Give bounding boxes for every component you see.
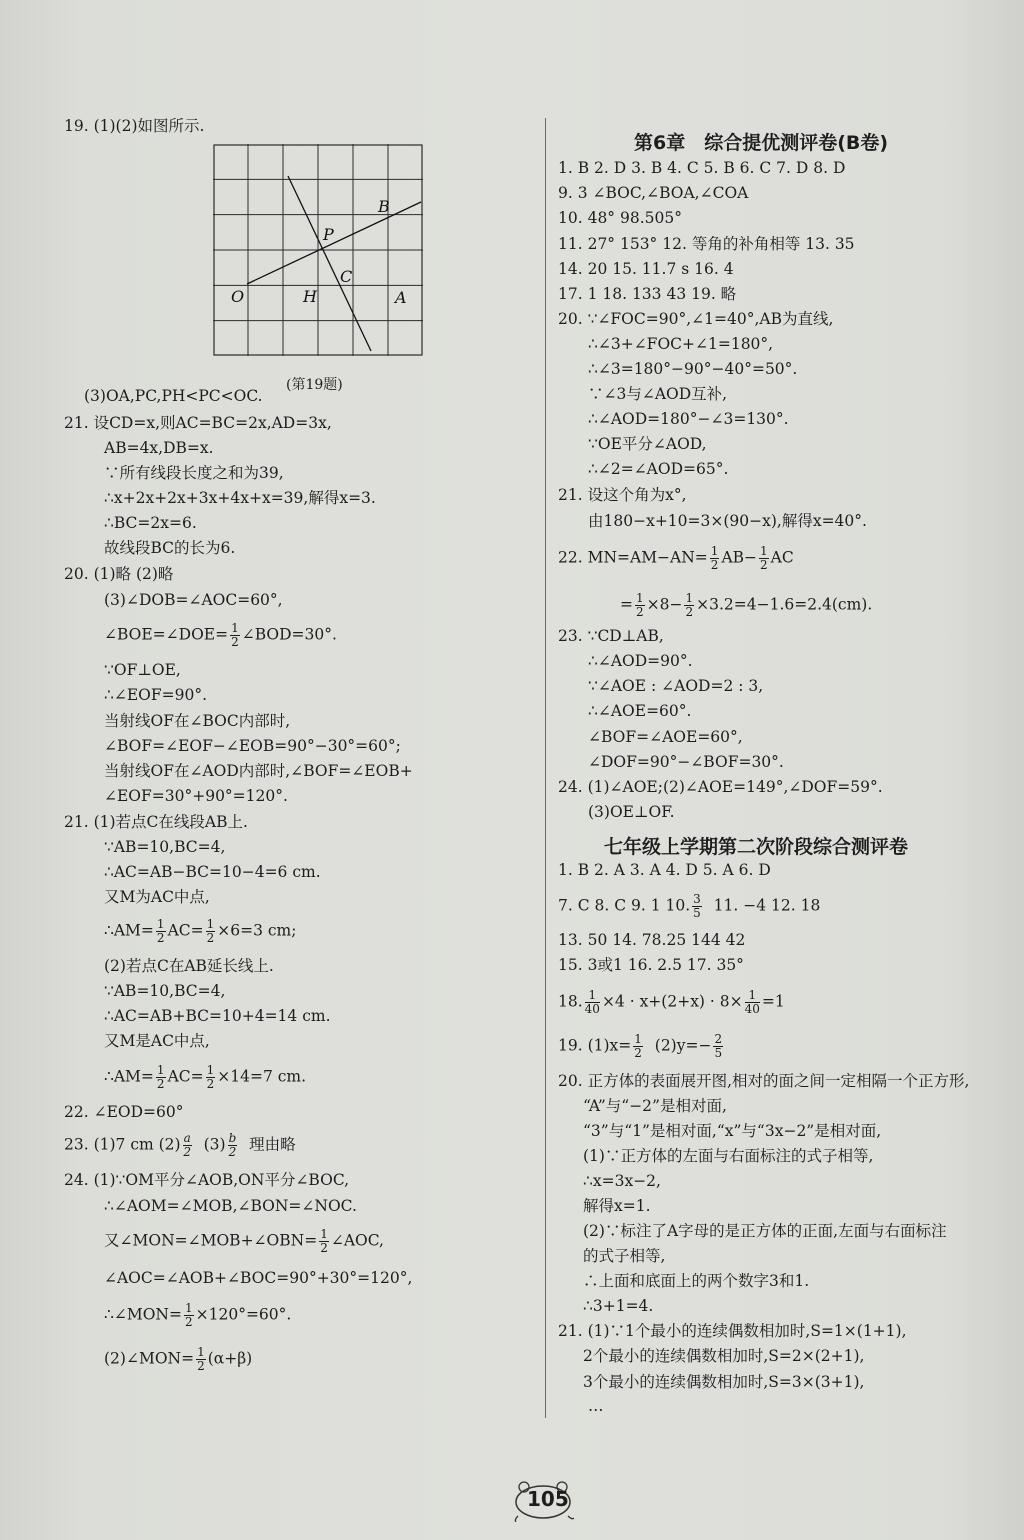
q19-grid-figure xyxy=(213,144,423,356)
s-line18: 2个最小的连续偶数相加时,S=2×(2+1), xyxy=(583,1347,865,1365)
q21b-line7: ∵AB=10,BC=4, xyxy=(104,982,226,1000)
q20-line3: ∠BOE=∠DOE= $\frac{1}{2}$ ∠BOD=30°. xyxy=(104,621,337,649)
s-line20: … xyxy=(588,1397,604,1415)
label-P: P xyxy=(323,225,334,244)
section-heading-ch6: 第6章 综合提优测评卷(B卷) xyxy=(634,132,889,154)
s-line1: 1. B 2. A 3. A 4. D 5. A 6. D xyxy=(558,861,771,879)
q24-line3: 又∠MON=∠MOB+∠OBN= $\frac{1}{2}$ ∠AOC, xyxy=(104,1227,384,1255)
r-line2: 9. 3 ∠BOC,∠BOA,∠COA xyxy=(558,184,749,202)
r-line4: 11. 27° 153° 12. 等角的补角相等 13. 35 xyxy=(558,235,855,253)
s-line4: 15. 3或1 16. 2.5 17. 35° xyxy=(558,956,744,974)
s-line19: 3个最小的连续偶数相加时,S=3×(3+1), xyxy=(583,1373,865,1391)
s-line5: 18. $\frac{1}{40}$ ×4 · x+(2+x) · 8× $\frac{1}{40}$ =1 xyxy=(558,988,785,1016)
q21-line5: ∴BC=2x=6. xyxy=(104,514,197,532)
section-heading-stage2: 七年级上学期第二次阶段综合测评卷 xyxy=(604,836,909,858)
fraction: $\frac{1}{2}$ xyxy=(231,621,239,649)
s-line14: 的式子相等, xyxy=(583,1247,666,1265)
s-line15: ∴上面和底面上的两个数字3和1. xyxy=(583,1272,810,1290)
r-line9: ∴∠3=180°−90°−40°=50°. xyxy=(588,360,798,378)
s-line17: 21. (1)∵1个最小的连续偶数相加时,S=1×(1+1), xyxy=(558,1322,907,1340)
r-line25: (3)OE⊥OF. xyxy=(588,803,675,821)
s-line11: ∴x=3x−2, xyxy=(583,1172,661,1190)
s-line16: ∴3+1=4. xyxy=(583,1297,654,1315)
r-line14: 21. 设这个角为x°, xyxy=(558,486,687,504)
q20-line8: 当射线OF在∠AOD内部时,∠BOF=∠EOB+ xyxy=(104,762,413,780)
page-number: 105 xyxy=(527,1487,569,1511)
r-line22: ∠BOF=∠AOE=60°, xyxy=(588,728,743,746)
q21b-line8: ∴AC=AB+BC=10+4=14 cm. xyxy=(104,1007,331,1025)
r-line6: 17. 1 18. 133 43 19. 略 xyxy=(558,285,737,303)
r-line23: ∠DOF=90°−∠BOF=30°. xyxy=(588,753,784,771)
q21b-line3: ∴AC=AB−BC=10−4=6 cm. xyxy=(104,863,321,881)
column-divider xyxy=(545,118,546,1418)
label-O: O xyxy=(231,287,245,306)
s-line10: (1)∵正方体的左面与右面标注的式子相等, xyxy=(583,1147,874,1165)
s-line3: 13. 50 14. 78.25 144 42 xyxy=(558,931,746,949)
q21b-line9: 又M是AC中点, xyxy=(104,1032,210,1050)
r-line3: 10. 48° 98.505° xyxy=(558,209,682,227)
q24-line1: 24. (1)∵OM平分∠AOB,ON平分∠BOC, xyxy=(64,1171,350,1189)
q21b-line2: ∵AB=10,BC=4, xyxy=(104,838,226,856)
label-A: A xyxy=(395,288,407,307)
r-line17: = $\frac{1}{2}$ ×8− $\frac{1}{2}$ ×3.2=4−1.6=2.4(cm). xyxy=(620,591,873,619)
q24-line5: ∴∠MON= $\frac{1}{2}$ ×120°=60°. xyxy=(104,1301,292,1329)
r-line11: ∴∠AOD=180°−∠3=130°. xyxy=(588,410,789,428)
s-line2: 7. C 8. C 9. 1 10. $\frac{3}{5}$ 11. −4 12. 18 xyxy=(558,892,821,920)
q22-line: 22. ∠EOD=60° xyxy=(64,1103,184,1121)
q19-line: 19. (1)(2)如图所示. xyxy=(64,117,205,135)
q21b-line5: ∴AM= $\frac{1}{2}$ AC= $\frac{1}{2}$ ×6=3 cm; xyxy=(104,917,297,945)
r-line18: 23. ∵CD⊥AB, xyxy=(558,627,664,645)
label-B: B xyxy=(378,197,390,216)
q19-part3: (3)OA,PC,PH<PC<OC. xyxy=(84,387,263,405)
q21b-line10: ∴AM= $\frac{1}{2}$ AC= $\frac{1}{2}$ ×14=7 cm. xyxy=(104,1063,307,1091)
r-line20: ∵∠AOE : ∠AOD=2 : 3, xyxy=(588,677,764,695)
r-line12: ∵OE平分∠AOD, xyxy=(588,435,707,453)
q20-line9: ∠EOF=30°+90°=120°. xyxy=(104,787,288,805)
r-line8: ∴∠3+∠FOC+∠1=180°, xyxy=(588,335,774,353)
s-line13: (2)∵标注了A字母的是正方体的正面,左面与右面标注 xyxy=(583,1222,947,1240)
r-line13: ∴∠2=∠AOD=65°. xyxy=(588,460,729,478)
r-line10: ∵∠3与∠AOD互补, xyxy=(588,385,728,403)
q21b-line6: (2)若点C在AB延长线上. xyxy=(104,957,274,975)
label-H: H xyxy=(303,287,317,306)
r-line24: 24. (1)∠AOE;(2)∠AOE=149°,∠DOF=59°. xyxy=(558,778,883,796)
q21-line3: ∵所有线段长度之和为39, xyxy=(104,464,284,482)
s-line7: 20. 正方体的表面展开图,相对的面之间一定相隔一个正方形, xyxy=(558,1072,970,1090)
r-line15: 由180−x+10=3×(90−x),解得x=40°. xyxy=(588,512,867,530)
q21-line4: ∴x+2x+2x+3x+4x+x=39,解得x=3. xyxy=(104,489,376,507)
q20-line7: ∠BOF=∠EOF−∠EOB=90°−30°=60°; xyxy=(104,737,401,755)
r-line19: ∴∠AOD=90°. xyxy=(588,652,693,670)
q21-line2: AB=4x,DB=x. xyxy=(104,439,214,457)
q24-line2: ∴∠AOM=∠MOB,∠BON=∠NOC. xyxy=(104,1197,357,1215)
q21-line6: 故线段BC的长为6. xyxy=(104,539,236,557)
grid-diagram xyxy=(213,144,423,356)
figure-caption: (第19题) xyxy=(286,377,343,393)
q24-line4: ∠AOC=∠AOB+∠BOC=90°+30°=120°, xyxy=(104,1269,413,1287)
q23-line: 23. (1)7 cm (2) $\frac{a}{2}$ (3) $\frac{b}{2}$ 理由略 xyxy=(64,1131,296,1159)
q21b-line4: 又M为AC中点, xyxy=(104,888,210,906)
r-line1: 1. B 2. D 3. B 4. C 5. B 6. C 7. D 8. D xyxy=(558,159,846,177)
q21b-line1: 21. (1)若点C在线段AB上. xyxy=(64,813,248,831)
q20-line2: (3)∠DOB=∠AOC=60°, xyxy=(104,591,283,609)
q21-line1: 21. 设CD=x,则AC=BC=2x,AD=3x, xyxy=(64,414,332,432)
label-C: C xyxy=(340,267,353,286)
r-line5: 14. 20 15. 11.7 s 16. 4 xyxy=(558,260,734,278)
r-line21: ∴∠AOE=60°. xyxy=(588,702,692,720)
s-line6: 19. (1)x= $\frac{1}{2}$ (2)y=− $\frac{2}{5}$ xyxy=(558,1032,723,1060)
s-line12: 解得x=1. xyxy=(583,1197,651,1215)
q20-line1: 20. (1)略 (2)略 xyxy=(64,565,174,583)
q20-line5: ∴∠EOF=90°. xyxy=(104,686,208,704)
r-line16: 22. MN=AM−AN= $\frac{1}{2}$ AB− $\frac{1}{2}$ AC xyxy=(558,544,794,572)
s-line8: “A”与“−2”是相对面, xyxy=(583,1097,727,1115)
q24-line6: (2)∠MON= $\frac{1}{2}$ (α+β) xyxy=(104,1345,253,1373)
q20-line4: ∵OF⊥OE, xyxy=(104,661,181,679)
q20-line6: 当射线OF在∠BOC内部时, xyxy=(104,712,291,730)
s-line9: “3”与“1”是相对面,“x”与“3x−2”是相对面, xyxy=(583,1122,882,1140)
r-line7: 20. ∵∠FOC=90°,∠1=40°,AB为直线, xyxy=(558,310,834,328)
